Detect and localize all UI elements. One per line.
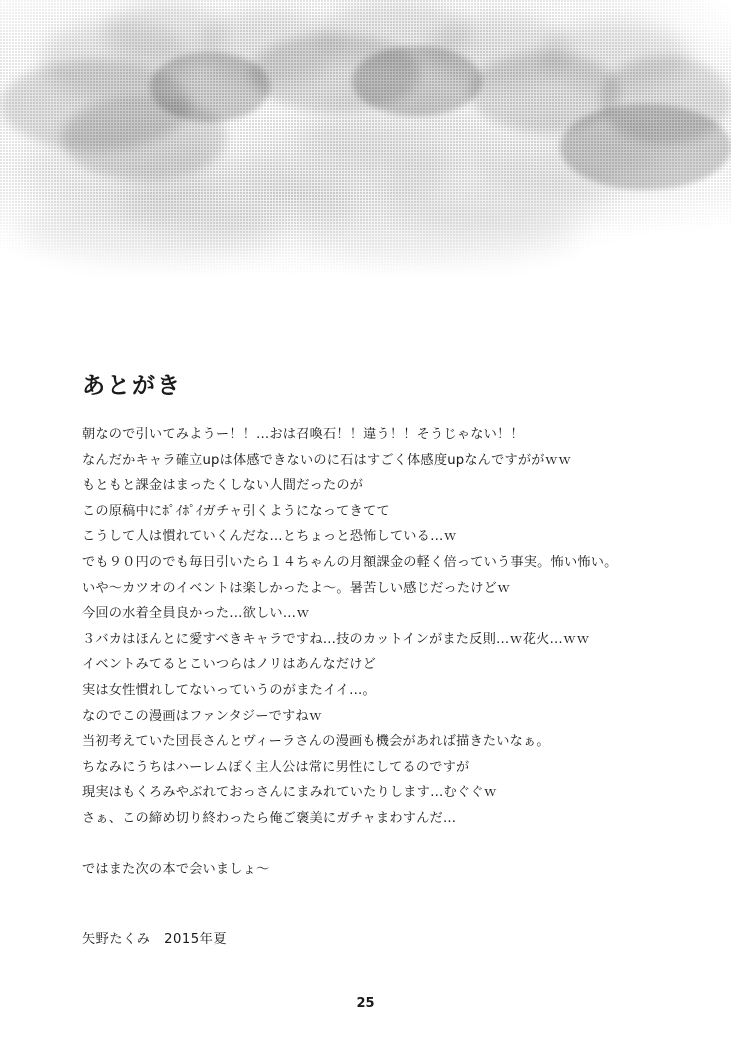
afterword-line: なんだかキャラ確立upは体感できないのに石はすごく体感度upなんですががｗｗ bbox=[82, 452, 572, 468]
page-number: 25 bbox=[356, 996, 375, 1011]
afterword-line: もともと課金はまったくしない人間だったのが bbox=[82, 478, 364, 494]
afterword-line: さぁ、この締め切り終わったら俺ご褒美にガチャまわすんだ… bbox=[82, 810, 457, 826]
afterword-line: 実は女性慣れしてないっていうのがまたイイ…。 bbox=[82, 682, 376, 698]
afterword-line: 今回の水着全員良かった…欲しい…ｗ bbox=[82, 606, 310, 622]
afterword-closing-line: ではまた次の本で会いましょ～ bbox=[82, 861, 270, 877]
afterword-line: イベントみてるとこいつらはノリはあんなだけど bbox=[82, 657, 376, 673]
halftone-texture bbox=[0, 0, 731, 290]
afterword-line: 朝なので引いてみようー！！…おは召喚石！！違う！！そうじゃない！！ bbox=[82, 427, 524, 442]
afterword-body bbox=[82, 422, 662, 882]
sky-illustration bbox=[0, 0, 731, 290]
afterword-line: この原稿中にﾎﾟｲﾎﾟｲガチャ引くようになってきてて bbox=[82, 503, 390, 519]
page-title: あとがき bbox=[82, 373, 182, 400]
afterword-line: ３バカはほんとに愛すべきキャラですね…技のカットインがまた反則…ｗ花火…ｗｗ bbox=[82, 631, 590, 647]
afterword-line: でも９０円のでも毎日引いたら１４ちゃんの月額課金の軽く倍っていう事実。怖い怖い。 bbox=[82, 554, 618, 570]
afterword-line: ちなみにうちはハーレムぽく主人公は常に男性にしてるのですが bbox=[82, 759, 470, 775]
afterword-line: 当初考えていた団長さんとヴィーラさんの漫画も機会があれば描きたいなぁ。 bbox=[82, 734, 550, 750]
author-signature: 矢野たくみ 2015年夏 bbox=[82, 932, 228, 947]
afterword-line: 現実はもくろみやぶれておっさんにまみれていたりします…むぐぐｗ bbox=[82, 785, 498, 801]
afterword-line: こうして人は慣れていくんだな…とちょっと恐怖している…ｗ bbox=[82, 529, 457, 545]
afterword-line: いや～カツオのイベントは楽しかったよ～。暑苦しい感じだったけどｗ bbox=[82, 580, 511, 596]
afterword-line: なのでこの漫画はファンタジーですねｗ bbox=[82, 708, 323, 724]
